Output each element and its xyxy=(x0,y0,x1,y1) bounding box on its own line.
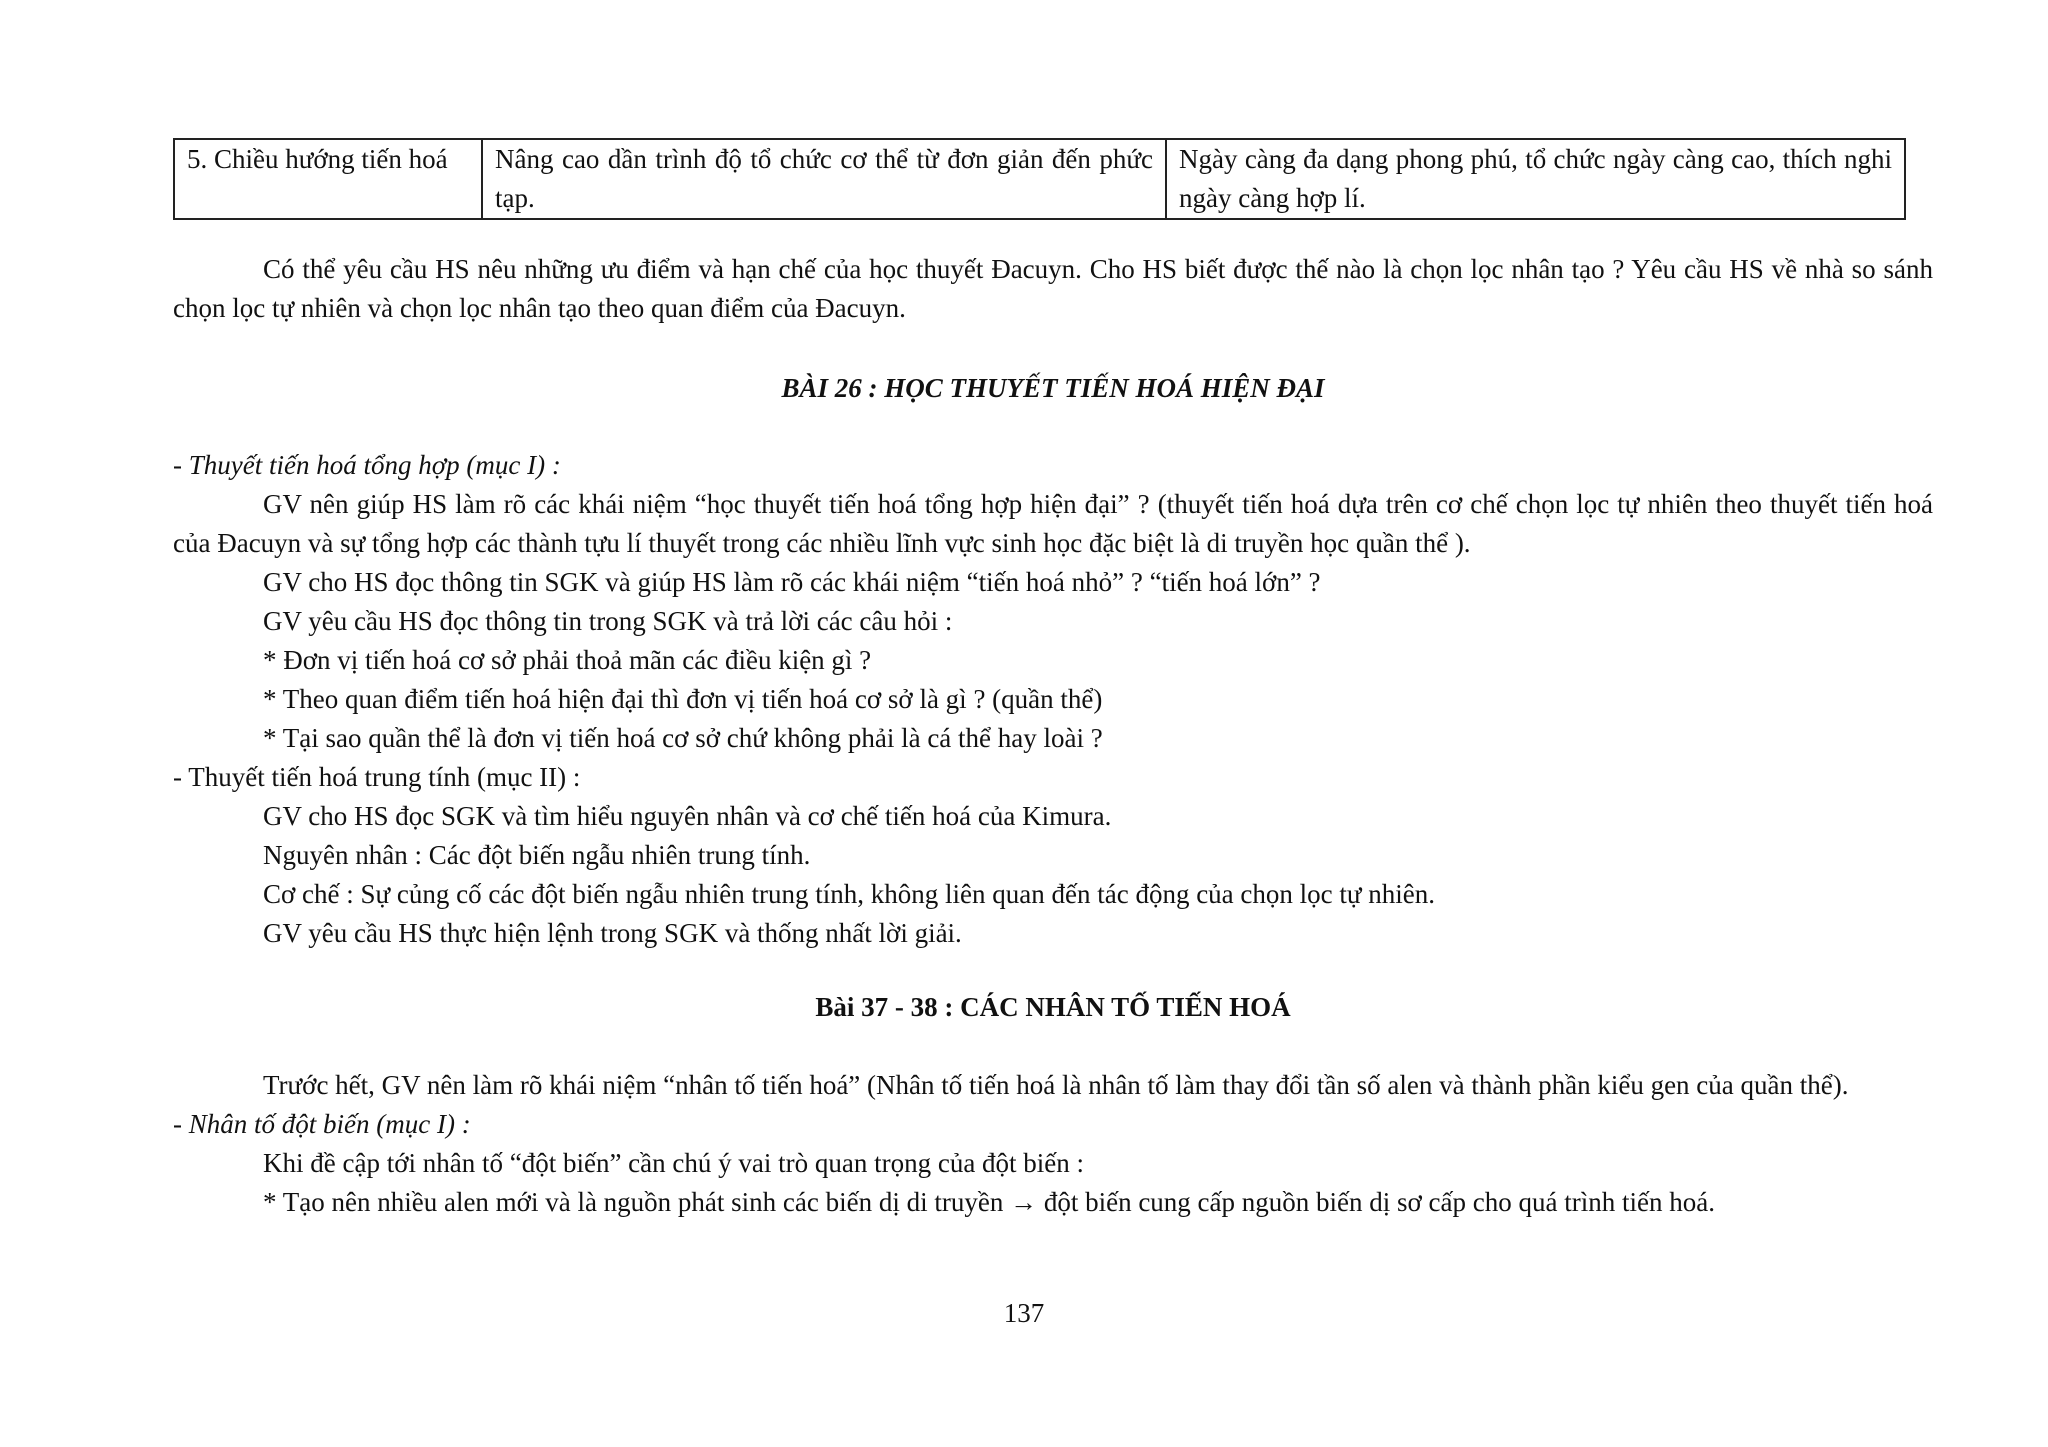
lesson26-section1-heading: - Thuyết tiến hoá tổng hợp (mục I) : xyxy=(173,450,561,480)
table-cell-modern: Ngày càng đa dạng phong phú, tổ chức ngày càng cao, thích nghi ngày càng hợp lí. xyxy=(1166,139,1905,219)
lesson26-section2-line: Cơ chế : Sự củng cố các đột biến ngẫu nhiên trung tính, không liên quan đến tác động của chọn lọc tự nhiên. xyxy=(263,879,1436,909)
comparison-table xyxy=(173,138,1906,220)
lesson26-title: BÀI 26 : HỌC THUYẾT TIẾN HOÁ HIỆN ĐẠI xyxy=(781,373,1325,403)
lesson26-section2-line: GV cho HS đọc SGK và tìm hiểu nguyên nhân và cơ chế tiến hoá của Kimura. xyxy=(263,801,1112,831)
lesson26-section2-line: Nguyên nhân : Các đột biến ngẫu nhiên trung tính. xyxy=(263,840,811,870)
lesson37-section1-heading: - Nhân tố đột biến (mục I) : xyxy=(173,1109,471,1139)
table-cell-criterion: 5. Chiều hướng tiến hoá xyxy=(174,139,482,219)
lesson26-section1-line: * Đơn vị tiến hoá cơ sở phải thoả mãn các điều kiện gì ? xyxy=(263,645,872,675)
lesson26-section1-line: GV cho HS đọc thông tin SGK và giúp HS làm rõ các khái niệm “tiến hoá nhỏ” ? “tiến hoá lớn” ? xyxy=(263,567,1321,597)
lesson37-body xyxy=(173,1066,1933,1222)
lesson37-section1-line: * Tạo nên nhiều alen mới và là nguồn phát sinh các biến dị di truyền → đột biến cung cấp nguồn biến dị sơ cấp cho quá trình tiến hoá. xyxy=(263,1187,1715,1217)
page-number: 137 xyxy=(1003,1298,1045,1328)
lesson26-section1-line: GV yêu cầu HS đọc thông tin trong SGK và trả lời các câu hỏi : xyxy=(263,606,953,636)
lesson37-title: Bài 37 - 38 : CÁC NHÂN TỐ TIẾN HOÁ xyxy=(815,992,1291,1022)
lesson26-section2-heading: - Thuyết tiến hoá trung tính (mục II) : xyxy=(173,762,581,792)
lesson37-section1-line: Khi đề cập tới nhân tố “đột biến” cần chú ý vai trò quan trọng của đột biến : xyxy=(263,1148,1085,1178)
lesson26-section1-line: GV nên giúp HS làm rõ các khái niệm “học thuyết tiến hoá tổng hợp hiện đại” ? (thuyết tiến hoá dựa trên cơ chế chọn lọc tự nhiên theo thuyết tiến hoá của Đacuyn và sự tổng hợp các thành tựu lí thuyết trong các nhiều lĩnh vực sinh học đặc biệt là di truyền học quần thể ). xyxy=(173,489,1933,558)
table-cell-darwin: Nâng cao dần trình độ tổ chức cơ thể từ đơn giản đến phức tạp. xyxy=(482,139,1166,219)
intro-paragraph: Có thể yêu cầu HS nêu những ưu điểm và hạn chế của học thuyết Đacuyn. Cho HS biết được thế nào là chọn lọc nhân tạo ? Yêu cầu HS về nhà so sánh chọn lọc tự nhiên và chọn lọc nhân tạo theo quan điểm của Đacuyn. xyxy=(173,254,1933,323)
lesson26-section1-line: * Theo quan điểm tiến hoá hiện đại thì đơn vị tiến hoá cơ sở là gì ? (quần thể) xyxy=(263,684,1103,714)
lesson26-section2-line: GV yêu cầu HS thực hiện lệnh trong SGK và thống nhất lời giải. xyxy=(263,918,962,948)
table-row xyxy=(174,139,1905,219)
lesson37-intro: Trước hết, GV nên làm rõ khái niệm “nhân tố tiến hoá” (Nhân tố tiến hoá là nhân tố làm thay đổi tần số alen và thành phần kiểu gen của quần thể). xyxy=(263,1070,1849,1100)
intro-block xyxy=(173,250,1933,328)
lesson26-section1-line: * Tại sao quần thể là đơn vị tiến hoá cơ sở chứ không phải là cá thể hay loài ? xyxy=(263,723,1103,753)
lesson26-body xyxy=(173,446,1933,953)
